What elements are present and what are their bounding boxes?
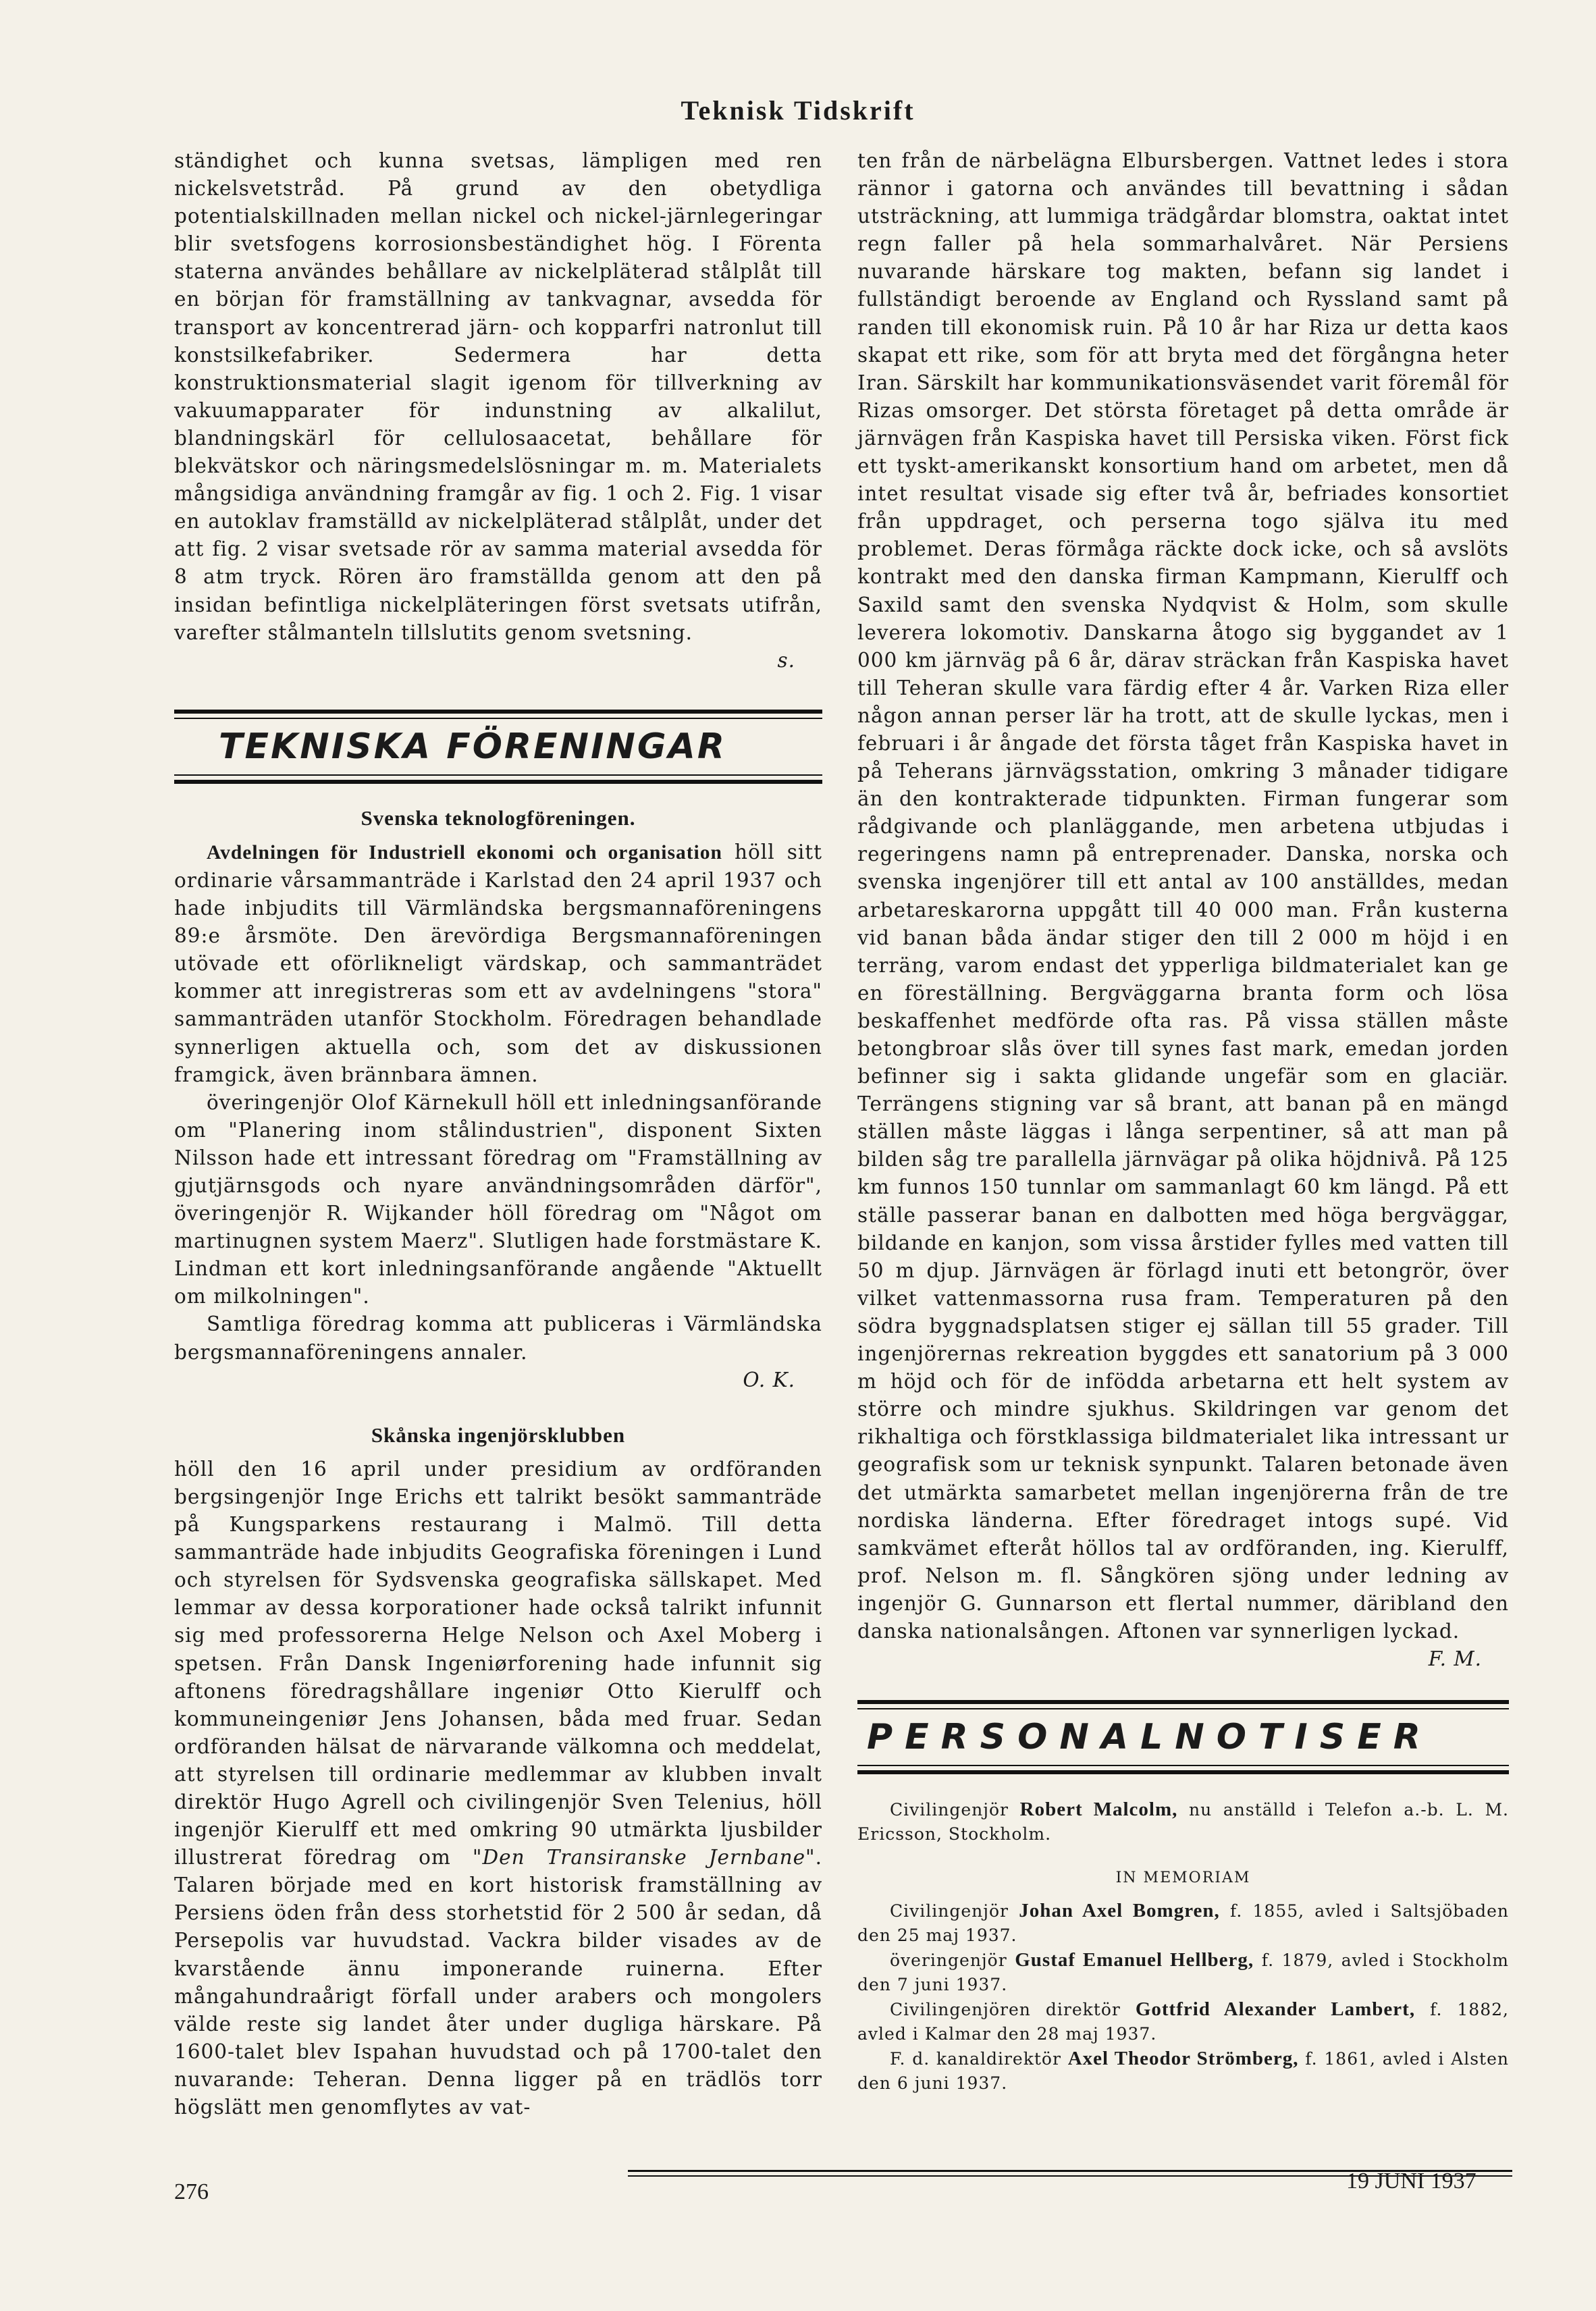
paragraph-skanska-b: . Talaren började med en kort historisk framställning av Persiens öden från dess storhetstid för 2 500 år sedan, då Persepolis var huvudstad. Vackra bilder visades av de kvarstående ännu imponerande ruinerna. Efter mångahundraårigt förfall under arabers och mongolers välde reste sig landet åter under dugliga härskare. På 1600-talet blev Ispahan huvudstad och på 1700-talet den nuvarande: Teheran. Denna ligger på en trädlös torr högslätt men genomflytes av vat-	[174, 1846, 822, 2119]
obit-post: f. 1855, avled i Saltsjöbaden den 25 maj 1937.	[857, 1901, 1509, 1946]
section-header-personal	[857, 1700, 1509, 1774]
subheading-teknologforeningen: Svenska teknologföreningen.	[361, 805, 636, 830]
signature-s: s.	[777, 648, 795, 672]
right-column	[857, 147, 1509, 2096]
journal-title: Teknisk Tidskrift	[681, 95, 915, 126]
obit-pre: Civilingenjör	[890, 1901, 1019, 1921]
signature-ok: O. K.	[743, 1368, 795, 1391]
section-title-tekniska: TEKNISKA FÖRENINGAR	[219, 726, 726, 767]
paragraph-iran: ten från de närbelägna Elbursbergen. Vattnet ledes i stora rännor i gatorna och användes till bevattning i sådan utsträckning, att lummiga trädgårdar blomstra, oaktat intet regn faller på hela sommarhalvåret. När Persiens nuvarande härskare tog makten, befann sig landet i fullständigt beroende av England och Ryssland samt på randen till ekonomisk ruin. På 10 år har Riza ur detta kaos skapat ett rike, som för att bryta med det förgångna heter Iran. Särskilt har kommunikationsväsendet varit föremål för Rizas omsorger. Det största företaget på detta område är järnvägen från Kaspiska havet till Persiska viken. Först fick ett tyskt-amerikanskt konsortium hand om arbetet, men då intet resultat visade sig efter två år, befriades konsortiet från uppdraget, och perserna togo själva itu med problemet. Deras förmåga räckte dock icke, och så avslöts kontrakt med den danska firman Kampmann, Kierulff och Saxild samt den svenska Nydqvist & Holm, som skulle leverera lokomotiv. Danskarna åtogo sig byggandet av 1 000 km järnväg på 6 år, därav sträckan från Kaspiska havet till Teheran skulle vara färdig efter 4 år. Varken Riza eller någon annan perser lär ha trott, att de skulle lyckas, men i februari i år ångade det första tåget från Kaspiska havet in på Teherans järnvägsstation, omkring 3 månader tidigare än den kontrakterade tidpunkten. Firman fungerar som rådgivande och planläggande, men arbetena utbjudas i regeringens namn på entreprenader. Danska, norska och svenska ingenjörer till ett antal av 100 anställdes, medan arbetareskarorna uppgått till 40 000 man. Från kusterna vid banan båda ändar stiger den till 2 000 m höjd i en terräng, varom endast det ypperliga bildmaterialet kan ge en föreställning. Bergväggarna branta form och lösa beskaffenhet medförde ofta ras. På vissa ställen måste betongbroar slås över till synes fast mark, emedan jorden befinner sig i sakta glidande ungefär som en glaciär. Terrängens stigning var så brant, att banan på en mängd ställen måste läggas i långa serpentiner, så att man på bilden såg tre parallella järnvägar på olika höjdnivå. På 125 km funnos 150 tunnlar om sammanlagt 60 km längd. På ett ställe passerar banan en dalbotten med höga bergväggar, bildande en kanjon, som vissa årstider fylles med vatten till 50 m djup. Järnvägen är förlagd inuti ett betongrör, över vilket vattenmassorna rusa fram. Temperaturen på den södra byggnadsplatsen stiger ej sällan till 55 grader. Till ingenjörernas rekreation byggdes ett sanatorium på 3 000 m höjd och för de infödda arbetarna ett helt system av större och mindre sjukhus. Skildringen var genom det rikhaltiga och förstklassiga bildmaterialet lika intressant ur geografisk som ur teknisk synpunkt. Talaren betonade även det utmärkta samarbetet mellan ingenjörerna från de tre nordiska länderna. Efter föredraget intogs supé. Vid samkvämet efteråt höllos tal av ordföranden, ing. Kierulff, prof. Nelson m. fl. Sångkören sjöng under ledning av ingenjör G. Gunnarson ett flertal nummer, däribland den danska nationalsången. Aftonen var synnerligen lyckad.	[857, 149, 1509, 1643]
notice-name: Robert Malcolm,	[1019, 1799, 1178, 1821]
subheading-skanska: Skånska ingenjörsklubben	[371, 1423, 626, 1447]
lecture-title: "Den Transiranske Jernbane"	[472, 1846, 816, 1869]
notice-pre: Civilingenjör	[890, 1800, 1020, 1820]
obit-pre: överingenjör	[890, 1950, 1015, 1971]
article-continuation: ständighet och kunna svetsas, lämpligen med ren nickelsvetstråd. På grund av den obetydliga potentialskillnaden mellan nickel och nickel-järnlegeringar blir svetsfogens korrosionsbeständighet hög. I Förenta staterna användes behållare av nickelpläterad stålplåt till en början för framställning av tankvagnar, avsedda för transport av koncentrerad järn- och kopparfri natronlut till konstsilkefabriker. Sedermera har detta konstruktionsmaterial slagit igenom för tillverkning av vakuumapparater för indunstning av alkalilut, blandningskärl för cellulosaacetat, behållare för blekvätskor och näringsmedelslösningar m. m. Materialets mångsidiga användning framgår av fig. 1 och 2. Fig. 1 visar en autoklav framställd av nickelpläterad stålplåt, under det att fig. 2 visar svetsade rör av samma material avsedda för 8 atm tryck. Rören äro framställda genom att den på insidan befintliga nickelpläteringen först svetsats utifrån, varefter stålmanteln tillslutits genom svetsning.	[174, 149, 822, 644]
obit-name: Johan Axel Bomgren,	[1019, 1900, 1220, 1922]
section-header-tekniska	[174, 710, 822, 784]
obituary-item	[857, 1948, 1509, 1997]
left-column	[174, 147, 822, 2121]
paragraph-avdelningen	[174, 839, 822, 1089]
obit-post: f. 1861, avled i Alsten den 6 juni 1937.	[857, 2049, 1509, 2094]
obituary-item	[857, 1997, 1509, 2046]
obit-pre: Civilingenjören direktör	[890, 2000, 1136, 2020]
page-number: 276	[174, 2179, 209, 2204]
obit-post: f. 1882, avled i Kalmar den 28 maj 1937.	[857, 2000, 1509, 2044]
paragraph-samtliga: Samtliga föredrag komma att publiceras i Värmländska bergsmannaföreningens annaler.	[174, 1312, 822, 1364]
obit-post: f. 1879, avled i Stockholm den 7 juni 1937.	[857, 1950, 1509, 1995]
obituary-item	[857, 2046, 1509, 2096]
issue-date: 19 JUNI 1937	[1346, 2169, 1477, 2194]
signature-fm: F. M.	[1428, 1647, 1482, 1671]
notice-malcolm	[857, 1797, 1509, 1847]
obit-name: Gottfrid Alexander Lambert,	[1135, 1998, 1416, 2021]
paragraph-skanska	[174, 1456, 822, 2121]
obituary-list	[857, 1898, 1509, 2096]
obit-pre: F. d. kanaldirektör	[890, 2049, 1068, 2069]
paragraph-avdelningen-text: höll sitt ordinarie vårsammanträde i Karlstad den 24 april 1937 och hade inbjudits till Värmländska bergsmannaföreningens 89:e årsmöte. Den ärevördiga Bergsmannaföreningen utövade ett oförlikneligt värdskap, och sammanträdet kommer att inregistreras som ett av avdelningens "stora" sammanträden utanför Stockholm. Föredragen behandlade synnerligen aktuella och, som det av diskussionen framgick, även brännbara ämnen.	[174, 840, 822, 1086]
section-title-personal: PERSONALNOTISER	[867, 1717, 1433, 1758]
org-name: Avdelningen för Industriell ekonomi och organisation	[207, 841, 722, 864]
in-memoriam-label: IN MEMORIAM	[1115, 1869, 1251, 1887]
obit-name: Axel Theodor Strömberg,	[1067, 2048, 1299, 2070]
paragraph-foredrag: överingenjör Olof Kärnekull höll ett inledningsanförande om "Planering inom stålindustrien", disponent Sixten Nilsson hade ett intressant föredrag om "Framställning av gjutjärnsgods och nyare användningsområden därför", överingenjör R. Wijkander höll föredrag om "Något om martinugnen system Maerz". Slutligen hade forstmästare K. Lindman ett kort inledningsanförande angående "Aktuellt om milkolningen".	[174, 1090, 822, 1308]
paragraph-skanska-a: höll den 16 april under presidium av ordföranden bergsingenjör Inge Erichs ett talrikt besökt sammanträde på Kungsparkens restaurang i Malmö. Till detta sammanträde hade inbjudits Geografiska föreningen i Lund och styrelsen för Sydsvenska geografiska sällskapet. Med lemmar av dessa korporationer hade också talrikt infunnit sig med professorerna Helge Nelson och Axel Moberg i spetsen. Från Dansk Ingeniørforening hade infunnit sig aftonens föredragshållare ingeniør Otto Kierulff och kommuneingeniør Jens Johansen, båda med fruar. Sedan ordföranden hälsat de närvarande välkomna och meddelat, att styrelsen till ordinarie medlemmar av klubben invalt direktör Hugo Agrell och civilingenjör Sven Telenius, höll ingenjör Kierulff ett med omkring 90 utmärkta ljusbilder illustrerat föredrag om	[174, 1457, 822, 1869]
obit-name: Gustaf Emanuel Hellberg,	[1015, 1949, 1254, 1971]
obituary-item	[857, 1898, 1509, 1948]
notice-post: nu anställd i Telefon a.-b. L. M. Ericsson, Stockholm.	[857, 1800, 1509, 1844]
